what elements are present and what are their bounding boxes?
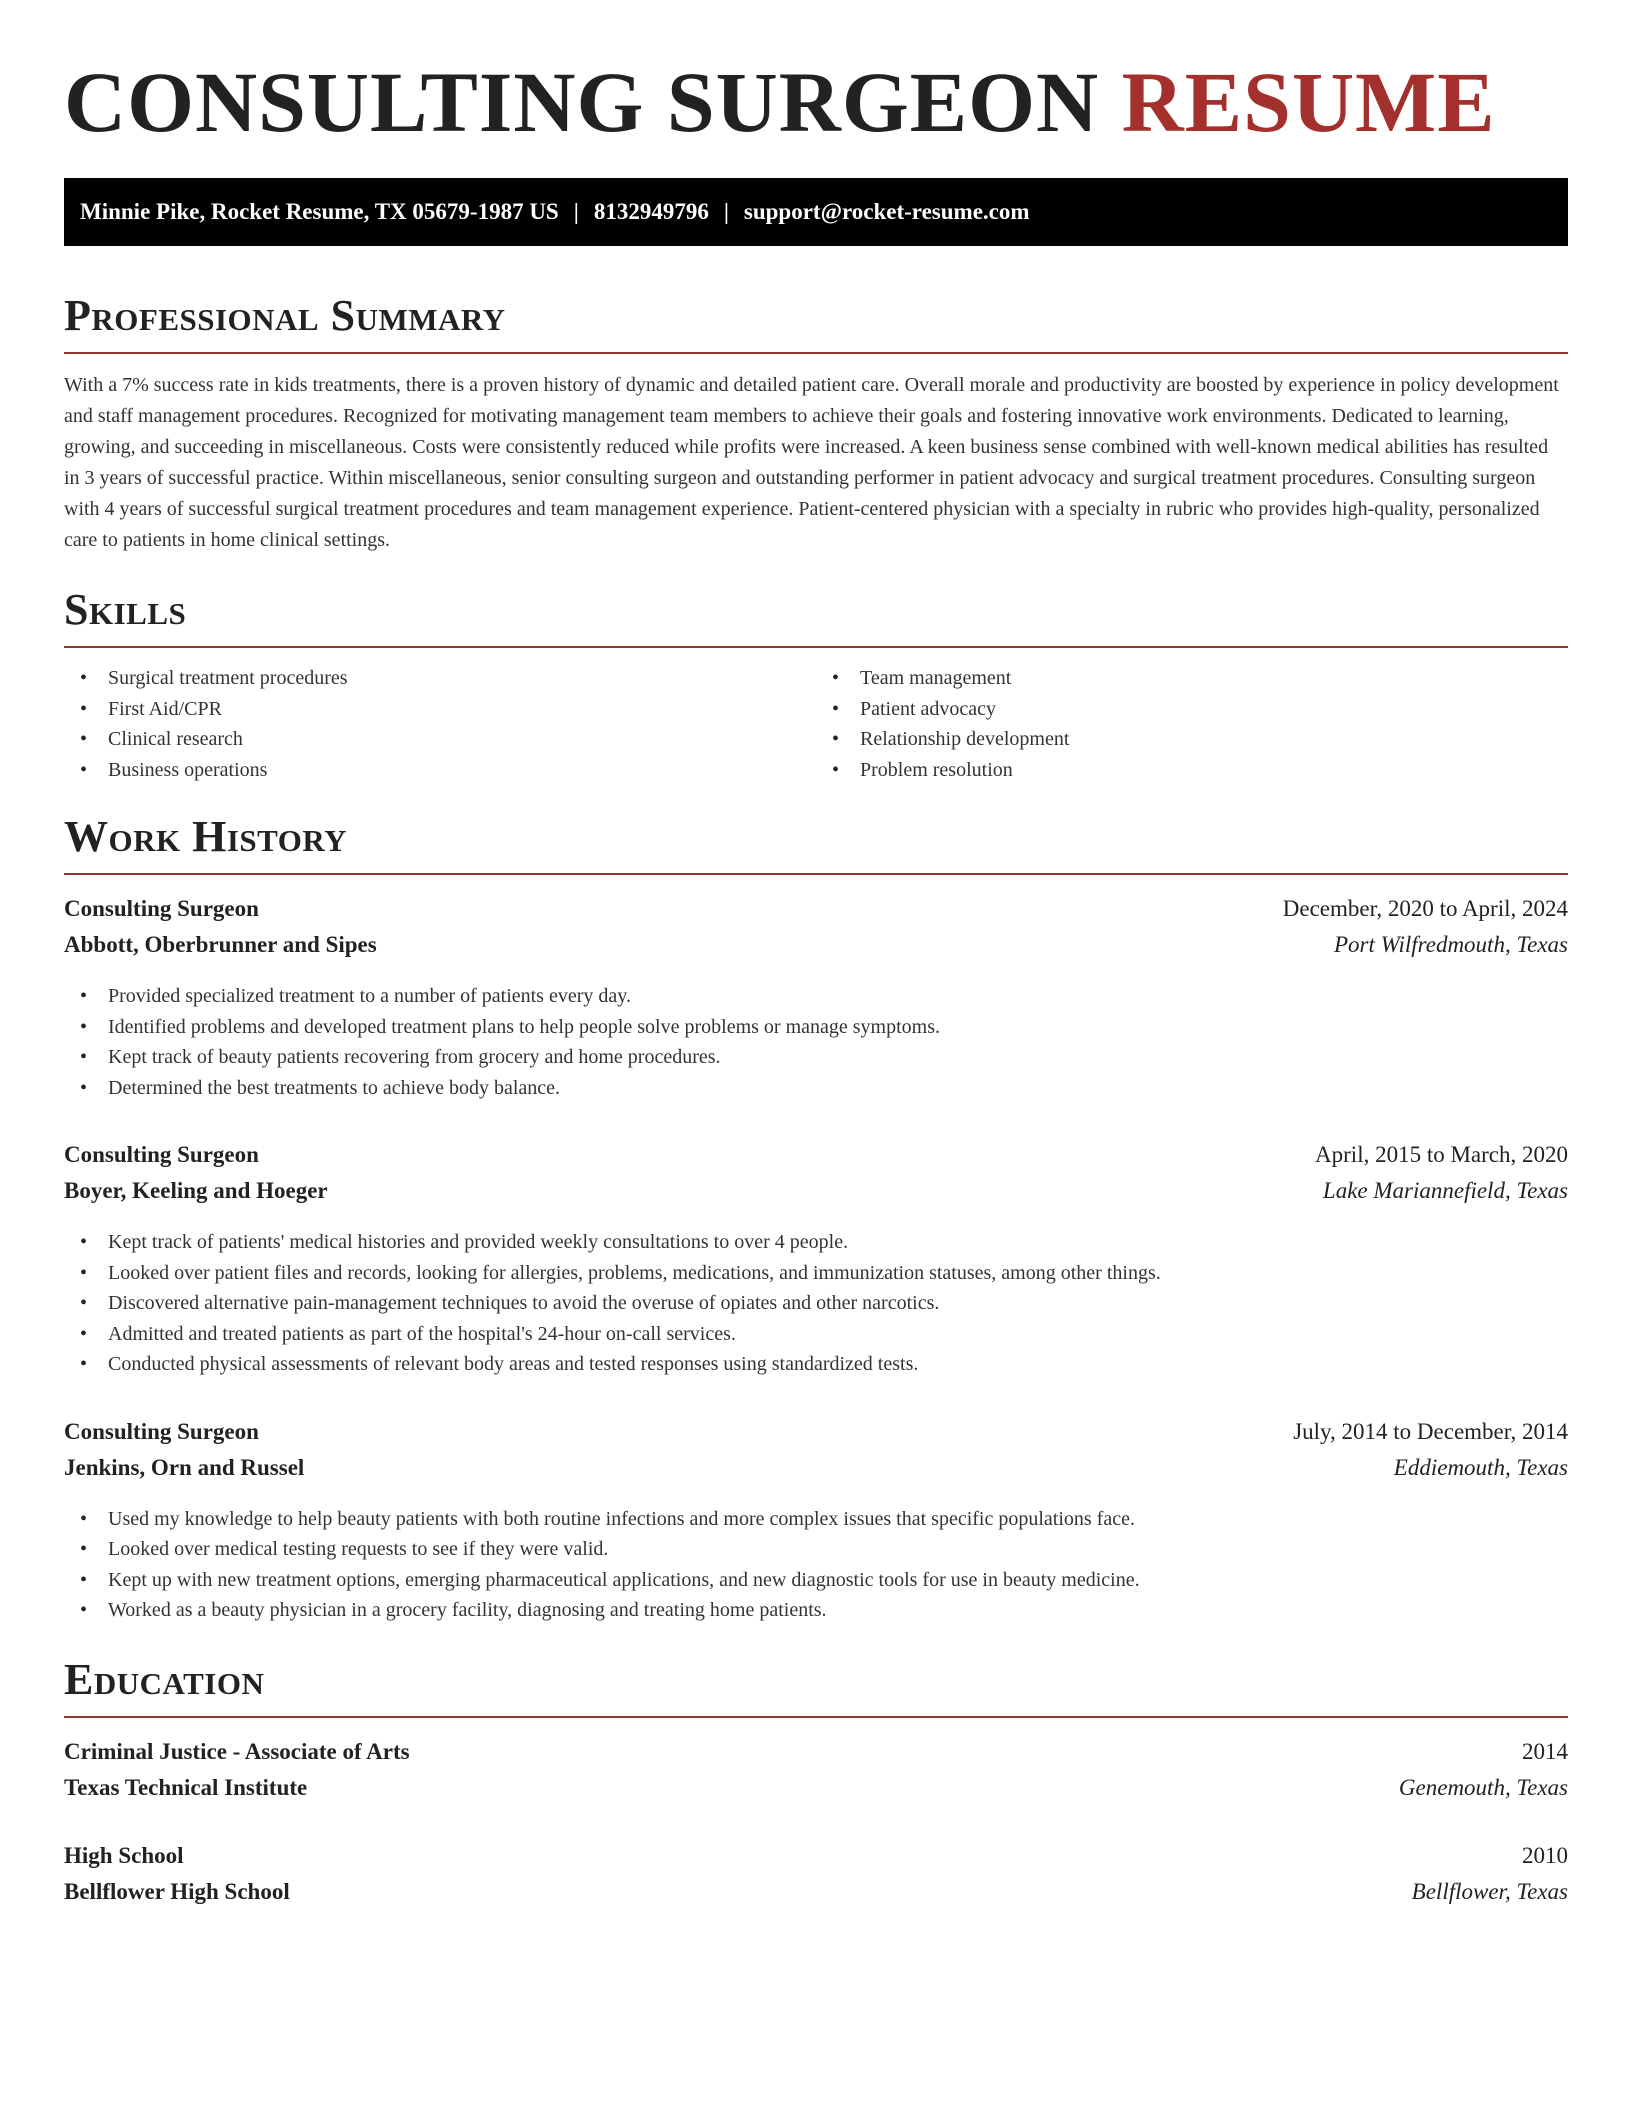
job-dates: July, 2014 to December, 2014 bbox=[1293, 1418, 1568, 1444]
duty-item: • Discovered alternative pain-management techniques to avoid the overuse of opiates and other narcotics. bbox=[64, 1288, 1568, 1319]
duty-item: • Identified problems and developed treatment plans to help people solve problems or manage symptoms. bbox=[64, 1012, 1568, 1043]
summary-text: With a 7% success rate in kids treatments, there is a proven history of dynamic and detailed patient care. Overall morale and productivity are boosted by experience in policy development and staff management procedures. Recognized for motivating management team members to achieve their goals and fostering innovative work environments. Dedicated to learning, growing, and succeeding in miscellaneous. Costs were consistently reduced while profits were increased. A keen business sense combined with well-known medical abilities has resulted in 3 years of successful practice. Within miscellaneous, senior consulting surgeon and outstanding performer in patient advocacy and surgical treatment procedures. Consulting surgeon with 4 years of successful surgical treatment procedures and team management experience. Patient-centered physician with a specialty in rubric who provides high-quality, personalized care to patients in home clinical settings. bbox=[64, 374, 1559, 551]
section-divider bbox=[64, 873, 1568, 875]
job-company-row bbox=[64, 1450, 1568, 1486]
job-title-row bbox=[64, 1137, 1568, 1173]
contact-bar bbox=[64, 178, 1568, 246]
duty-item: • Conducted physical assessments of relevant body areas and tested responses using standardized tests. bbox=[64, 1349, 1568, 1380]
job-title-row bbox=[64, 891, 1568, 927]
education-degree: Criminal Justice - Associate of Arts bbox=[64, 1738, 410, 1764]
contact-email[interactable]: support@rocket-resume.com bbox=[743, 199, 1030, 224]
education-school-row bbox=[64, 1770, 1568, 1806]
duty-item: • Kept track of beauty patients recovering from grocery and home procedures. bbox=[64, 1042, 1568, 1073]
duty-item: • Looked over patient files and records, looking for allergies, problems, medications, and immunization statuses, among other things. bbox=[64, 1258, 1568, 1289]
job-location: Eddiemouth, Texas bbox=[1393, 1454, 1568, 1480]
job-company: Abbott, Oberbrunner and Sipes bbox=[64, 932, 377, 957]
job-duties bbox=[64, 1227, 1568, 1380]
section-heading: Professional Summary bbox=[64, 291, 506, 340]
education-school-row bbox=[64, 1874, 1568, 1910]
skill-item: • Clinical research bbox=[64, 724, 816, 755]
education-location: Bellflower, Texas bbox=[1411, 1878, 1568, 1904]
section-heading: Skills bbox=[64, 585, 187, 634]
job-title: Consulting Surgeon bbox=[64, 1142, 259, 1167]
education-degree: High School bbox=[64, 1842, 184, 1868]
education-section bbox=[64, 1654, 1568, 1910]
section-heading: Work History bbox=[64, 812, 348, 861]
education-degree-row bbox=[64, 1838, 1568, 1874]
skill-item: • Patient advocacy bbox=[816, 694, 1568, 725]
education-year: 2014 bbox=[1522, 1738, 1568, 1764]
contact-phone: 8132949796 bbox=[593, 199, 709, 224]
skills-columns bbox=[64, 663, 1568, 785]
education-location: Genemouth, Texas bbox=[1398, 1774, 1568, 1800]
job-title: Consulting Surgeon bbox=[64, 896, 259, 921]
job-company: Jenkins, Orn and Russel bbox=[64, 1454, 305, 1480]
skills-list-right bbox=[816, 663, 1568, 785]
education-year: 2010 bbox=[1522, 1842, 1568, 1868]
section-heading: Education bbox=[64, 1654, 265, 1704]
duty-item: • Used my knowledge to help beauty patients with both routine infections and more complex issues that specific populations face. bbox=[64, 1504, 1568, 1535]
work-history-section bbox=[64, 811, 1568, 1626]
education-entry bbox=[64, 1838, 1568, 1910]
skill-item: • Relationship development bbox=[816, 724, 1568, 755]
summary-section bbox=[64, 290, 1568, 556]
education-school: Texas Technical Institute bbox=[64, 1774, 308, 1800]
section-divider bbox=[64, 1716, 1568, 1718]
skill-item: • Surgical treatment procedures bbox=[64, 663, 816, 694]
title-accent: RESUME bbox=[1121, 54, 1496, 150]
skills-list-left bbox=[64, 663, 816, 785]
job-entry bbox=[64, 1137, 1568, 1380]
skill-item: • Business operations bbox=[64, 755, 816, 786]
education-entry bbox=[64, 1734, 1568, 1806]
job-company: Boyer, Keeling and Hoeger bbox=[64, 1178, 328, 1203]
duty-item: • Kept track of patients' medical histories and provided weekly consultations to over 4 people. bbox=[64, 1227, 1568, 1258]
skill-item: • Problem resolution bbox=[816, 755, 1568, 786]
contact-address: Minnie Pike, Rocket Resume, TX 05679-1987 US bbox=[80, 199, 559, 224]
section-divider bbox=[64, 646, 1568, 648]
title-main: CONSULTING SURGEON bbox=[64, 54, 1100, 150]
job-title-row bbox=[64, 1414, 1568, 1450]
contact-separator: | bbox=[723, 199, 729, 224]
duty-item: • Looked over medical testing requests to see if they were valid. bbox=[64, 1534, 1568, 1565]
job-company-row bbox=[64, 1173, 1568, 1209]
job-duties bbox=[64, 1504, 1568, 1626]
skills-section bbox=[64, 584, 1568, 785]
job-entry bbox=[64, 1414, 1568, 1626]
job-location: Lake Mariannefield, Texas bbox=[1322, 1178, 1568, 1203]
education-degree-row bbox=[64, 1734, 1568, 1770]
duty-item: • Worked as a beauty physician in a grocery facility, diagnosing and treating home patients. bbox=[64, 1595, 1568, 1626]
duty-item: • Determined the best treatments to achieve body balance. bbox=[64, 1073, 1568, 1104]
job-dates: April, 2015 to March, 2020 bbox=[1315, 1142, 1568, 1167]
section-divider bbox=[64, 352, 1568, 354]
job-duties bbox=[64, 981, 1568, 1103]
duty-item: • Admitted and treated patients as part of the hospital's 24-hour on-call services. bbox=[64, 1319, 1568, 1350]
job-title: Consulting Surgeon bbox=[64, 1418, 259, 1444]
duty-item: • Kept up with new treatment options, emerging pharmaceutical applications, and new diagnostic tools for use in beauty medicine. bbox=[64, 1565, 1568, 1596]
education-school: Bellflower High School bbox=[64, 1878, 290, 1904]
skill-item: • First Aid/CPR bbox=[64, 694, 816, 725]
job-entry bbox=[64, 891, 1568, 1103]
skill-item: • Team management bbox=[816, 663, 1568, 694]
contact-separator: | bbox=[573, 199, 579, 224]
duty-item: • Provided specialized treatment to a number of patients every day. bbox=[64, 981, 1568, 1012]
job-company-row bbox=[64, 927, 1568, 963]
resume-title bbox=[64, 50, 1568, 154]
job-dates: December, 2020 to April, 2024 bbox=[1282, 896, 1568, 921]
job-location: Port Wilfredmouth, Texas bbox=[1333, 932, 1568, 957]
